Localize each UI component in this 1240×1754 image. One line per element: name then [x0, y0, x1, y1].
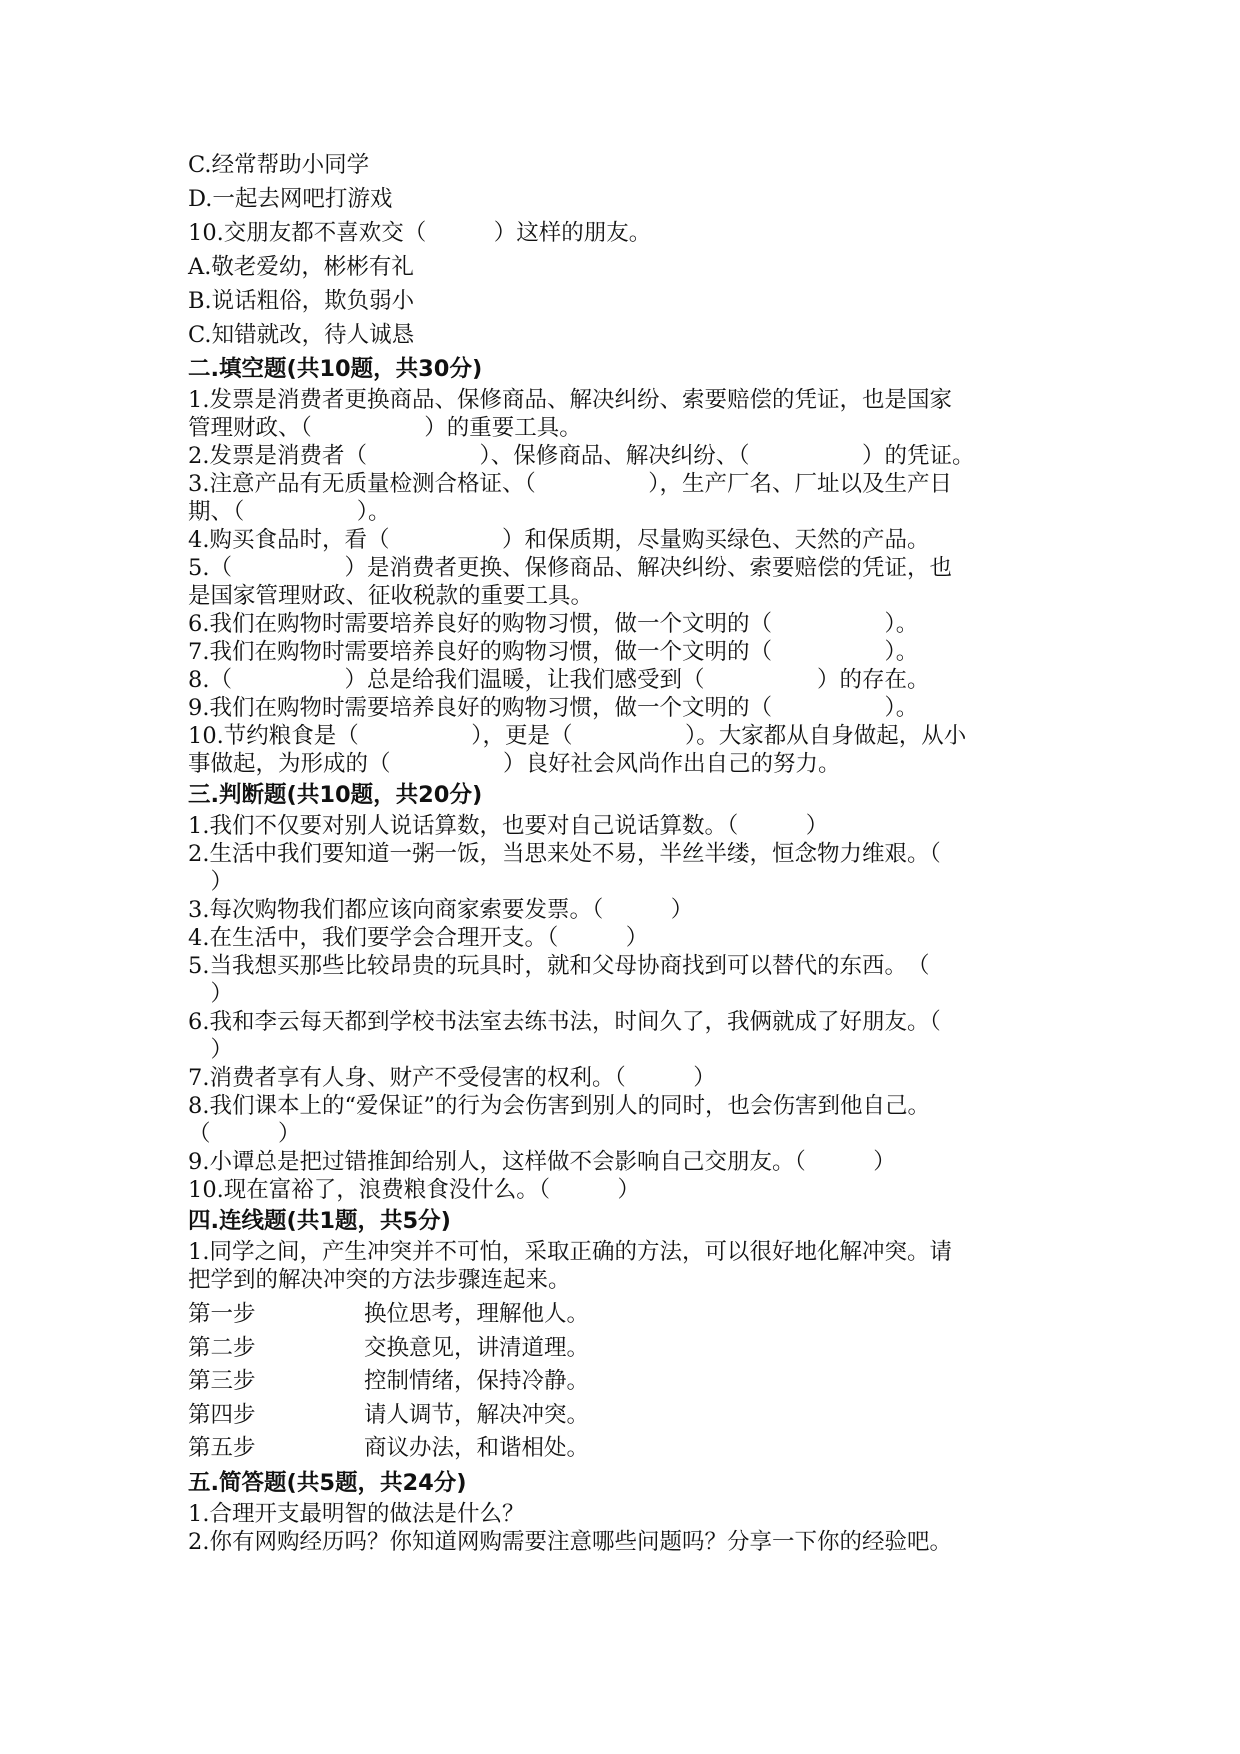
question-line: 期、（ ）。: [188, 499, 391, 525]
match-method: 请人调节，解决冲突。: [364, 1401, 590, 1428]
question-line: 5.（ ）是消费者更换、保修商品、解决纠纷、索要赔偿的凭证，也: [188, 555, 952, 581]
question-line: 8.（ ）总是给我们温暖，让我们感受到（ ）的存在。: [188, 667, 930, 693]
section-1-tail: [188, 148, 1068, 352]
match-row: [188, 1365, 1068, 1399]
match-method: 控制情绪，保持冷静。: [364, 1368, 590, 1394]
question-line: ）: [188, 981, 234, 1007]
match-step-label: 第五步: [188, 1435, 256, 1461]
question-line: ）: [188, 869, 234, 895]
question-10-stem: 10.交朋友都不喜欢交（ ）这样的朋友。: [188, 220, 652, 246]
section-heading-fill-in: 二.填空题(共10题，共30分): [188, 356, 483, 382]
match-row: [188, 1399, 1068, 1433]
option-a-q10: A.敬老爱幼，彬彬有礼: [188, 254, 414, 280]
match-row: [188, 1298, 1068, 1332]
match-step-label: 第三步: [188, 1368, 256, 1394]
question-line: 10.节约粮食是（ ），更是（ ）。大家都从自身做起，从小: [188, 723, 967, 749]
question-line: 2.生活中我们要知道一粥一饭，当思来处不易，半丝半缕，恒念物力维艰。（: [188, 841, 941, 867]
question-line: 6.我和李云每天都到学校书法室去练书法，时间久了，我俩就成了好朋友。（: [188, 1009, 941, 1035]
question-line: 3.注意产品有无质量检测合格证、（ ），生产厂名、厂址以及生产日: [188, 471, 952, 497]
question-line: 8.我们课本上的“爱保证”的行为会伤害到别人的同时，也会伤害到他自己。: [188, 1093, 930, 1119]
question-line: 6.我们在购物时需要培养良好的购物习惯，做一个文明的（ ）。: [188, 611, 919, 637]
match-method: 交换意见，讲清道理。: [364, 1334, 590, 1361]
question-line: 4.在生活中，我们要学会合理开支。（ ）: [188, 925, 649, 951]
question-line: 把学到的解决冲突的方法步骤连起来。: [188, 1267, 571, 1293]
match-step-label: 第四步: [188, 1401, 256, 1428]
question-line: 3.每次购物我们都应该向商家索要发票。（ ）: [188, 897, 694, 923]
question-line: 4.购买食品时，看（ ）和保质期，尽量购买绿色、天然的产品。: [188, 527, 930, 553]
match-row: [188, 1332, 1068, 1366]
question-line: 9.小谭总是把过错推卸给别人，这样做不会影响自己交朋友。（ ）: [188, 1149, 896, 1175]
section-heading-matching: 四.连线题(共1题，共5分): [188, 1208, 451, 1234]
option-d-q9: D.一起去网吧打游戏: [188, 186, 393, 212]
question-line: 10.现在富裕了，浪费粮食没什么。（ ）: [188, 1177, 641, 1203]
question-line: 1.我们不仅要对别人说话算数，也要对自己说话算数。（ ）: [188, 813, 829, 839]
question-line: 是国家管理财政、征收税款的重要工具。: [188, 583, 594, 609]
match-step-label: 第二步: [188, 1334, 256, 1361]
question-line: 管理财政、（ ）的重要工具。: [188, 415, 582, 441]
match-step-label: 第一步: [188, 1301, 256, 1327]
section-short-answer: [188, 1466, 1068, 1556]
question-line: 1.合理开支最明智的做法是什么？: [188, 1500, 525, 1527]
option-c-q10: C.知错就改，待人诚恳: [188, 322, 415, 348]
question-line: 7.消费者享有人身、财产不受侵害的权利。（ ）: [188, 1065, 716, 1091]
question-line: 7.我们在购物时需要培养良好的购物习惯，做一个文明的（ ）。: [188, 639, 919, 665]
match-method: 换位思考，理解他人。: [364, 1301, 590, 1327]
section-matching: [188, 1204, 1068, 1466]
option-c-q9: C.经常帮助小同学: [188, 152, 370, 178]
section-heading-short-answer: 五.简答题(共5题，共24分): [188, 1469, 467, 1496]
question-line: 9.我们在购物时需要培养良好的购物习惯，做一个文明的（ ）。: [188, 695, 919, 721]
question-line: 2.发票是消费者（ ）、保修商品、解决纠纷、（ ）的凭证。: [188, 443, 975, 469]
question-line: 事做起，为形成的（ ）良好社会风尚作出自己的努力。: [188, 751, 841, 777]
section-heading-true-false: 三.判断题(共10题，共20分): [188, 782, 483, 808]
exam-page: [188, 148, 1068, 1556]
question-line: 5.当我想买那些比较昂贵的玩具时，就和父母协商找到可以替代的东西。 （: [188, 953, 930, 979]
question-line: 2.你有网购经历吗？你知道网购需要注意哪些问题吗？分享一下你的经验吧。: [188, 1528, 952, 1555]
match-method: 商议办法，和谐相处。: [364, 1435, 590, 1461]
question-line: （ ）: [188, 1121, 301, 1147]
option-b-q10: B.说话粗俗，欺负弱小: [188, 288, 415, 314]
section-true-false: [188, 778, 1068, 1204]
question-line: 1.发票是消费者更换商品、保修商品、解决纠纷、索要赔偿的凭证，也是国家: [188, 387, 952, 413]
section-fill-in: [188, 352, 1068, 778]
match-row: [188, 1432, 1068, 1466]
question-line: ）: [188, 1037, 234, 1063]
question-line: 1.同学之间，产生冲突并不可怕，采取正确的方法，可以很好地化解冲突。请: [188, 1239, 952, 1265]
